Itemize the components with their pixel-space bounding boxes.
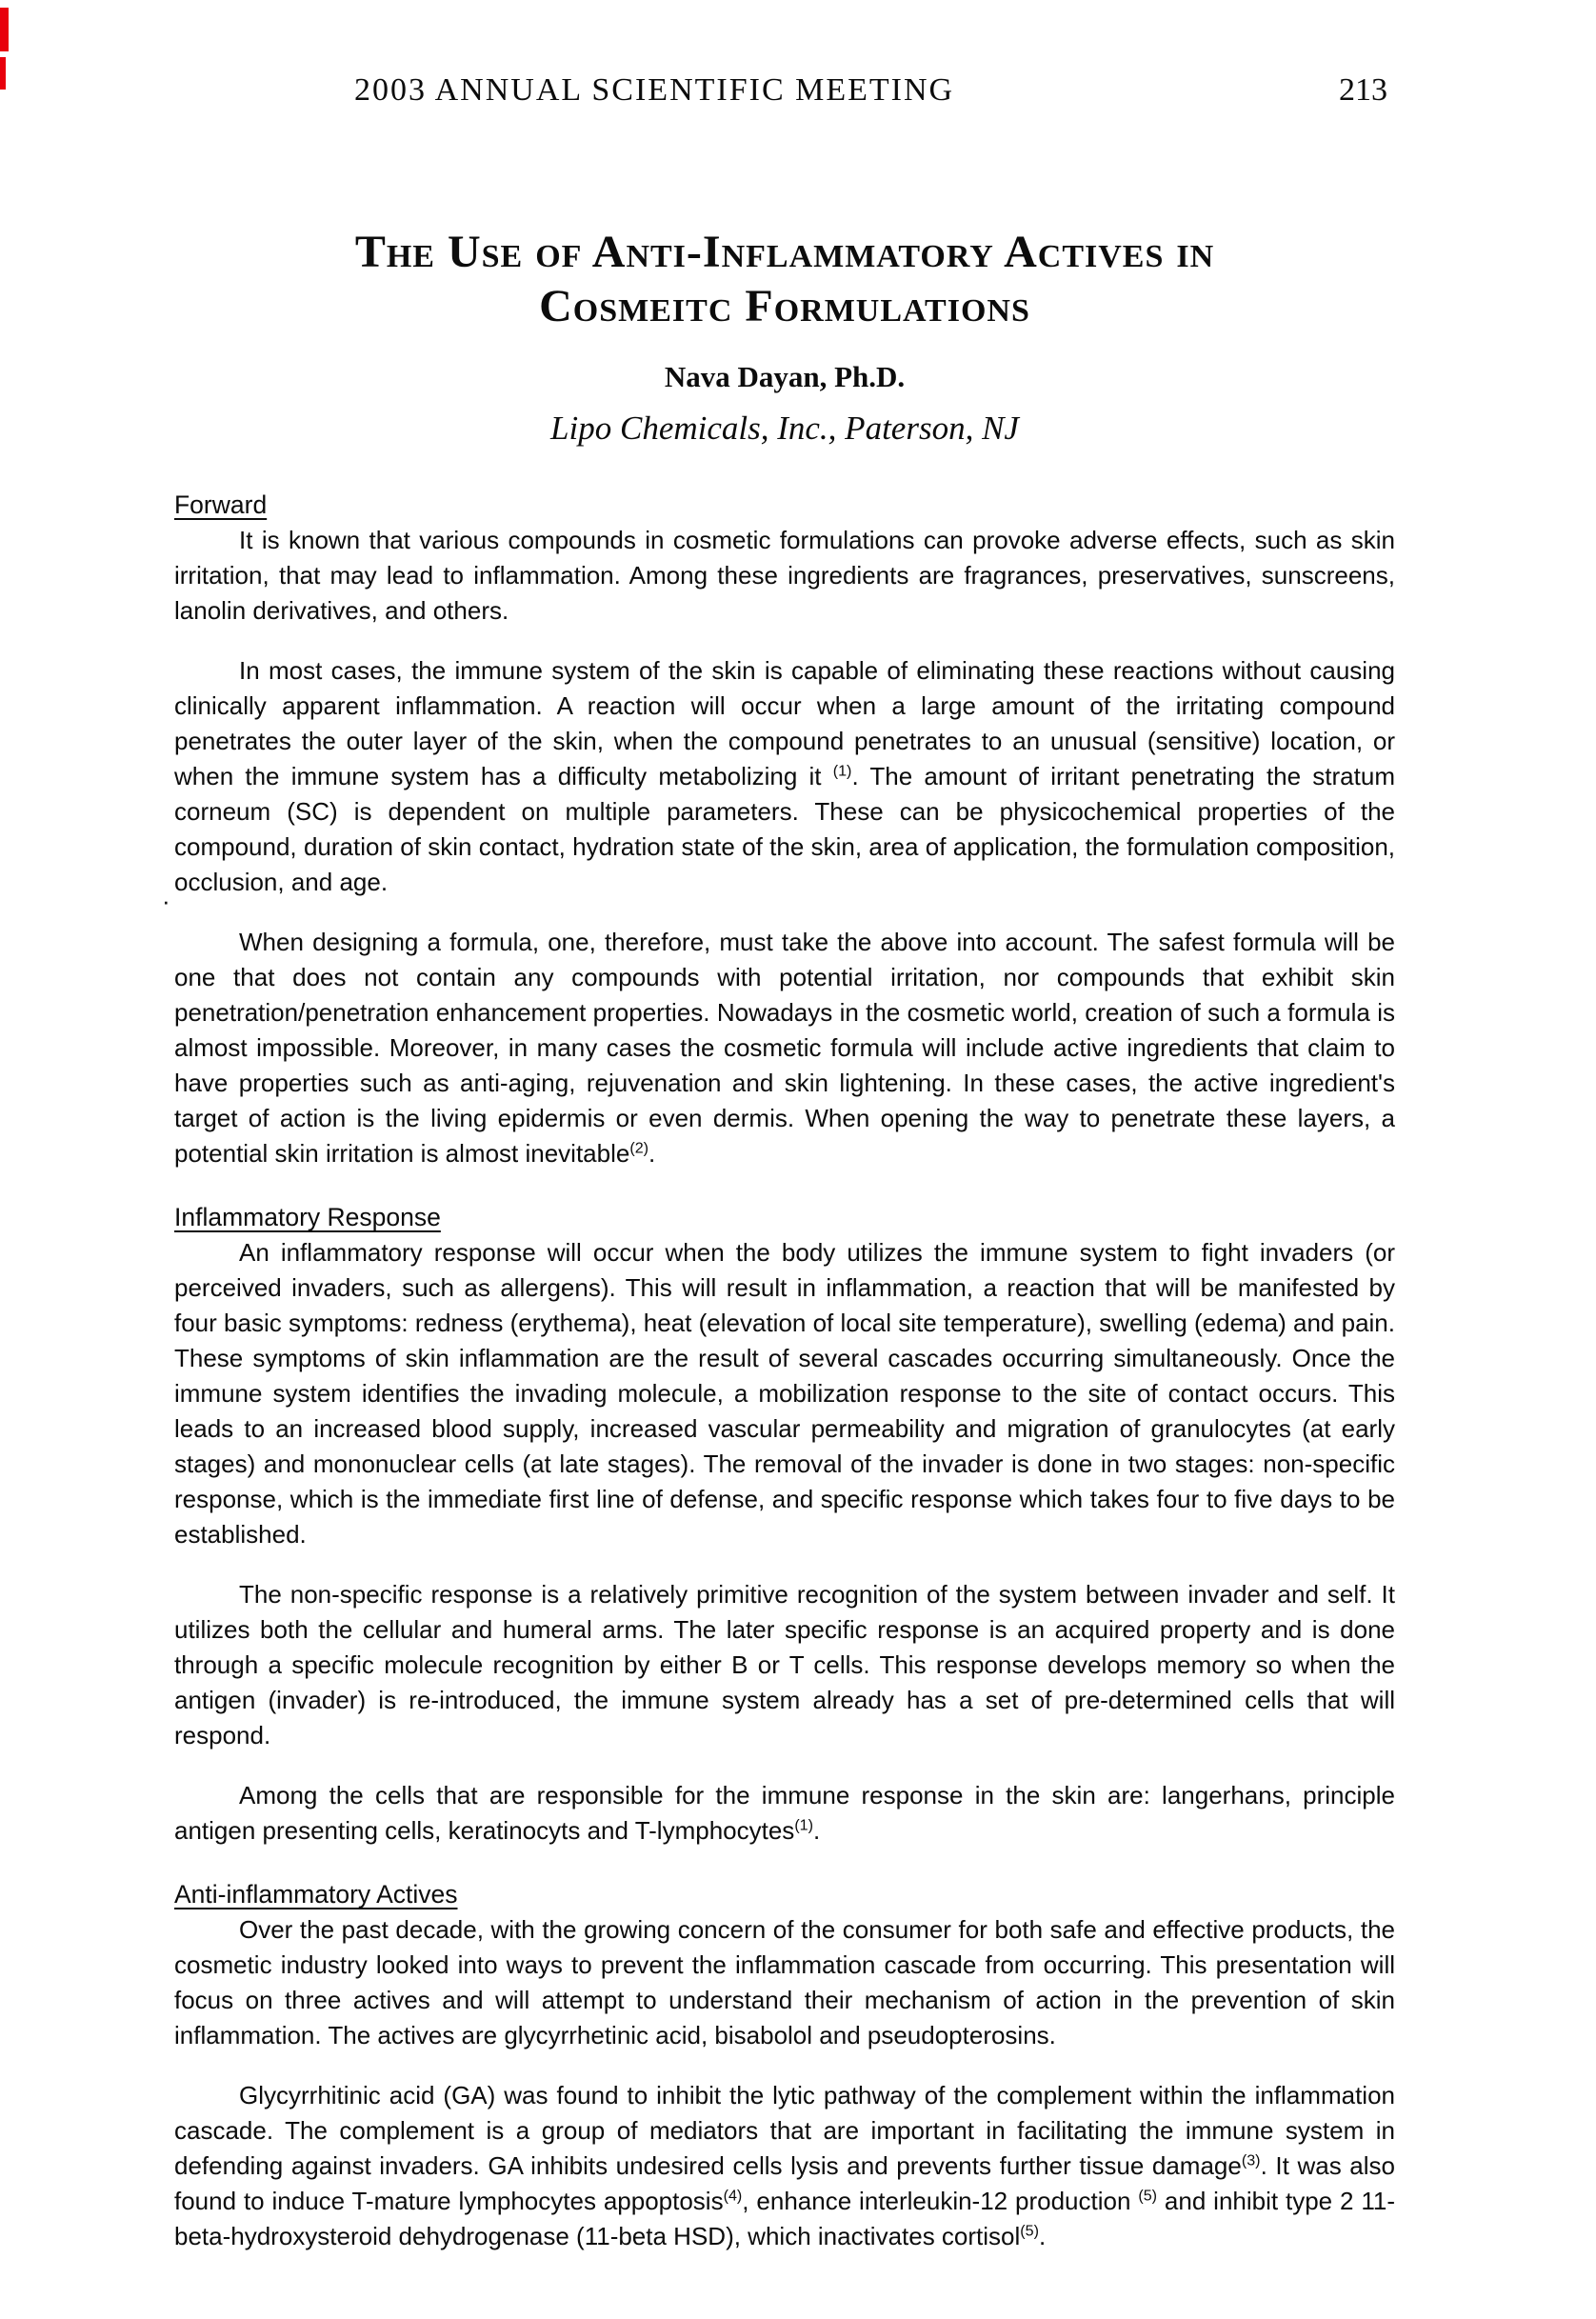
scan-artifact-red-mark-1 [0,8,9,51]
scan-artifact-red-mark-2 [0,57,6,90]
paragraph: The non-specific response is a relatively primitive recognition of the system between invader and self. It utilizes both the cellular and humeral arms. The later specific response is an acquired property and is done through a specific molecule recognition by either B or T cells. This response develops memory so when the antigen (invader) is re-introduced, the immune system already has a set of pre-determined cells that will respond. [174,1580,1395,1749]
section-heading-anti-inflammatory-actives: Anti-inflammatory Actives [174,1880,458,1909]
paragraph: Among the cells that are responsible for the immune response in the skin are: langerhans, principle antigen presenting cells, keratinocyts and T-lymphocytes$^{(1)}$. [174,1781,1395,1845]
running-header-text: 2003 ANNUAL SCIENTIFIC MEETING [354,72,955,108]
paragraph: An inflammatory response will occur when the body utilizes the immune system to fight invaders (or perceived invaders, such as allergens). This will result in inflammation, a reaction that will be manifested by four basic symptoms: redness (erythema), heat (elevation of local site temperature), swelling (edema) and pain. These symptoms of skin inflammation are the result of several cascades occurring simultaneously. Once the immune system identifies the invading molecule, a mobilization response to the site of contact occurs. This leads to an increased blood supply, increased vascular permeability and migration of granulocytes (at early stages) and mononuclear cells (at late stages). The removal of the invader is done in two stages: non-specific response, which is the immediate first line of defense, and specific response which takes four to five days to be established. [174,1238,1395,1549]
paper-title [174,225,1395,333]
section-inflammatory-response [174,1200,1395,1849]
section-heading-forward: Forward [174,490,268,519]
section-heading-inflammatory-response: Inflammatory Response [174,1203,441,1231]
reference-superscript: (4) [723,2187,743,2205]
section-forward [174,488,1395,1171]
reference-superscript: (3) [1241,2151,1261,2169]
paper-title-line-1: The Use of Anti-Inflammatory Actives in [354,227,1215,277]
reference-superscript: (2) [629,1139,649,1157]
page-number: 213 [1339,72,1387,108]
paper-title-line-2: Cosmeitc Formulations [539,281,1030,331]
author-affiliation: Lipo Chemicals, Inc., Paterson, NJ [550,410,1019,447]
paragraph: Glycyrrhitinic acid (GA) was found to inhibit the lytic pathway of the complement within the inflammation cascade. The complement is a group of mediators that are important in facilitating the immune system in defending against invaders. GA inhibits undesired cells lysis and prevents further tissue damage$^{(3)}$. It was also found to induce T-mature lymphocytes appoptosis$^{(4)}$, enhance interleukin-12 production $^{(5)}$ and inhibit type 2 11-beta-hydroxysteroid dehydrogenase (11-beta HSD), which inactivates cortisol$^{(5)}$. [174,2081,1396,2250]
content-column [174,225,1395,2254]
paragraph: Over the past decade, with the growing concern of the consumer for both safe and effective products, the cosmetic industry looked into ways to prevent the inflammation cascade from occurring. This presentation will focus on three actives and will attempt to understand their mechanism of action in the prevention of skin inflammation. The actives are glycyrrhetinic acid, bisabolol and pseudopterosins. [174,1915,1395,2049]
scan-artifact-stray-dot: · [162,887,170,915]
section-anti-inflammatory-actives [174,1877,1395,2254]
reference-superscript: (5) [1138,2187,1158,2205]
reference-superscript: (1) [832,762,852,780]
document-body [174,488,1395,2254]
reference-superscript: (5) [1020,2222,1039,2240]
paragraph: It is known that various compounds in cosmetic formulations can provoke adverse effects, such as skin irritation, that may lead to inflammation. Among these ingredients are fragrances, preservatives, sunscreens, lanolin derivatives, and others. [174,526,1395,625]
reference-superscript: (1) [794,1816,814,1834]
running-header [354,72,954,109]
author-name: Nava Dayan, Ph.D. [664,360,906,393]
paragraph: In most cases, the immune system of the skin is capable of eliminating these reactions without causing clinically apparent inflammation. A reaction will occur when a large amount of the irritating compound penetrates the outer layer of the skin, when the compound penetrates to an unusual (sensitive) location, or when the immune system has a difficulty metabolizing it $^{(1)}$. The amount of irritant penetrating the stratum corneum (SC) is dependent on multiple parameters. These can be physicochemical properties of the compound, duration of skin contact, hydration state of the skin, area of application, the formulation composition, occlusion, and age. [174,656,1395,896]
paragraph: When designing a formula, one, therefore, must take the above into account. The safest formula will be one that does not contain any compounds with potential irritation, nor compounds that exhibit skin penetration/penetration enhancement properties. Nowadays in the cosmetic world, creation of such a formula is almost impossible. Moreover, in many cases the cosmetic formula will include active ingredients that claim to have properties such as anti-aging, rejuvenation and skin lightening. In these cases, the active ingredient's target of action is the living epidermis or even dermis. When opening the way to penetrate these layers, a potential skin irritation is almost inevitable$^{(2)}$. [174,928,1395,1168]
